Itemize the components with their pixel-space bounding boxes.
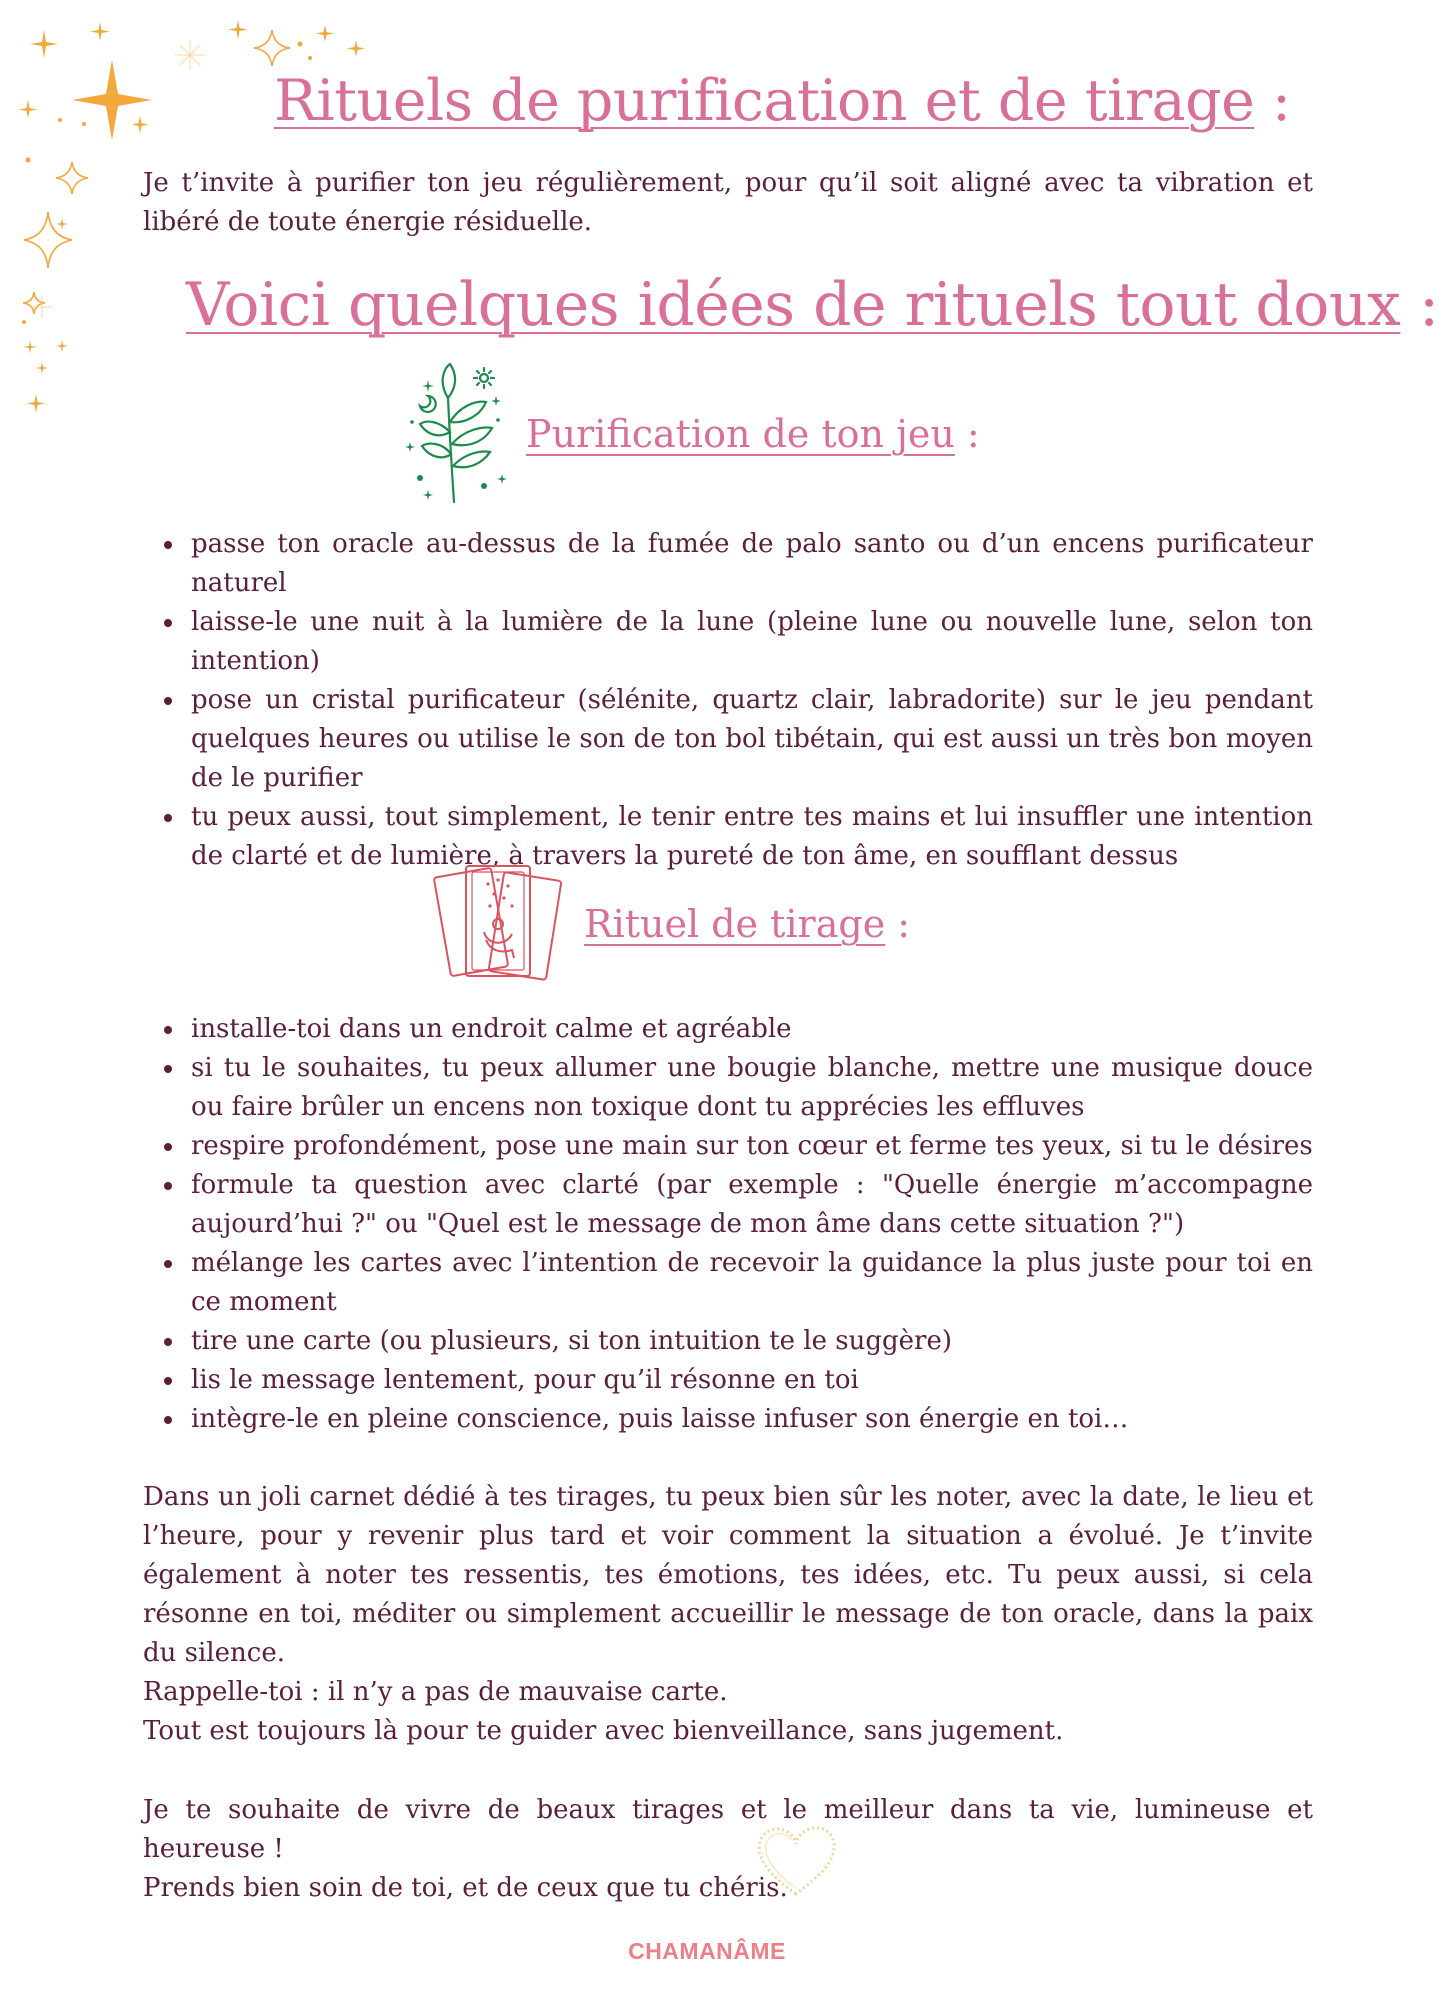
closing-paragraph: Dans un joli carnet dédié à tes tirages, tu peux bien sûr les noter, avec la date, le lieu et l’heure, pour y revenir plus tard et voir comment la situation a évolué. Je t’invite également à noter tes ressentis, tes émotions, tes idées, etc. Tu peux aussi, si cela résonne en toi, méditer ou simplement accueillir le message de ton oracle, dans la paix du silence. xyxy=(143,1482,1313,1668)
purification-list xyxy=(143,525,1313,876)
page-title xyxy=(274,68,1291,134)
intro-paragraph: Je t’invite à purifier ton jeu régulièrement, pour qu’il soit aligné avec ta vibration et libéré de toute énergie résiduelle. xyxy=(143,168,1313,237)
section-title-text: Voici quelques idées de rituels tout doux xyxy=(186,270,1401,340)
list-item: installe-toi dans un endroit calme et agréable xyxy=(191,1010,1313,1049)
list-item: pose un cristal purificateur (sélénite, quartz clair, labradorite) sur le jeu pendant quelques heures ou utilise le son de ton bol tibétain, qui est aussi un très bon moyen de le purifier xyxy=(191,681,1313,798)
brand-logo: CHAMANÂME xyxy=(628,1938,786,1964)
page-title-text: Rituels de purification et de tirage xyxy=(274,68,1255,134)
tirage-heading-colon: : xyxy=(885,902,911,946)
wish-line: Prends bien soin de toi, et de ceux que tu chéris. xyxy=(143,1873,788,1903)
list-item: tire une carte (ou plusieurs, si ton intuition te le suggère) xyxy=(191,1322,1313,1361)
list-item: tu peux aussi, tout simplement, le tenir entre tes mains et lui insuffler une intention de clarté et de lumière, à travers la pureté de ton âme, en soufflant dessus xyxy=(191,798,1313,876)
plant-icon xyxy=(398,362,520,506)
tirage-heading xyxy=(584,902,910,946)
list-item: intègre-le en pleine conscience, puis laisse infuser son énergie en toi… xyxy=(191,1400,1313,1439)
section-title-colon: : xyxy=(1400,270,1439,340)
page-title-colon: : xyxy=(1254,68,1291,134)
list-item: si tu le souhaites, tu peux allumer une bougie blanche, mettre une musique douce ou faire brûler un encens non toxique dont tu apprécies les effluves xyxy=(191,1049,1313,1127)
reminder-line: Rappelle-toi : il n’y a pas de mauvaise carte. xyxy=(143,1677,728,1707)
list-item: lis le message lentement, pour qu’il résonne en toi xyxy=(191,1361,1313,1400)
purification-heading xyxy=(526,412,980,456)
list-item: passe ton oracle au-dessus de la fumée de palo santo ou d’un encens purificateur naturel xyxy=(191,525,1313,603)
list-item: formule ta question avec clarté (par exemple : "Quelle énergie m’accompagne aujourd’hui ?" ou "Quel est le message de mon âme dans cette situation ?") xyxy=(191,1166,1313,1244)
purification-heading-text: Purification de ton jeu xyxy=(526,412,955,456)
section-title xyxy=(186,270,1439,340)
list-item: laisse-le une nuit à la lumière de la lune (pleine lune ou nouvelle lune, selon ton intention) xyxy=(191,603,1313,681)
reminder-line: Tout est toujours là pour te guider avec bienveillance, sans jugement. xyxy=(143,1716,1064,1746)
wish-line: Je te souhaite de vivre de beaux tirages et le meilleur dans ta vie, lumineuse et heureuse ! xyxy=(143,1795,1313,1864)
tirage-heading-text: Rituel de tirage xyxy=(584,902,886,946)
list-item: respire profondément, pose une main sur ton cœur et ferme tes yeux, si tu le désires xyxy=(191,1127,1313,1166)
reminder-paragraph xyxy=(143,1673,1313,1751)
purification-heading-colon: : xyxy=(954,412,980,456)
list-item: mélange les cartes avec l’intention de recevoir la guidance la plus juste pour toi en ce moment xyxy=(191,1244,1313,1322)
tirage-list xyxy=(143,1010,1313,1439)
oracle-cards-icon xyxy=(432,854,568,994)
wish-paragraph xyxy=(143,1791,1313,1908)
heart-icon xyxy=(748,1818,844,1904)
